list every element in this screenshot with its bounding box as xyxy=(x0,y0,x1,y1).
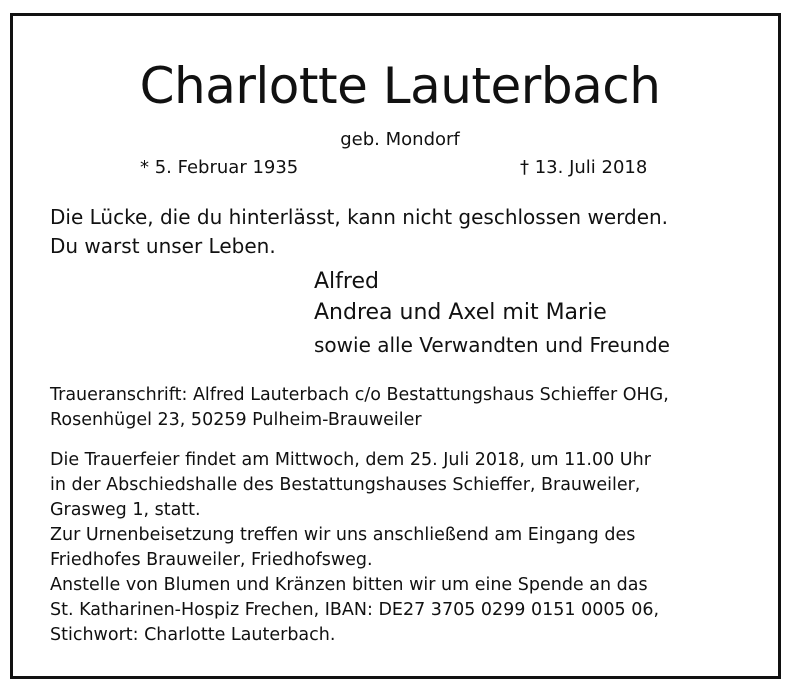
ceremony-line: Stichwort: Charlotte Lauterbach. xyxy=(50,625,336,645)
deceased-name: Charlotte Lauterbach xyxy=(139,57,661,115)
maiden-name: geb. Mondorf xyxy=(340,129,460,150)
death-date: † 13. Juli 2018 xyxy=(520,157,648,178)
mourner-relatives: sowie alle Verwandten und Freunde xyxy=(314,333,670,357)
mourner-name: Alfred xyxy=(314,269,379,294)
address-line: Traueranschrift: Alfred Lauterbach c/o Bestattungshaus Schieffer OHG, xyxy=(50,385,669,405)
ceremony-line: in der Abschiedshalle des Bestattungshauses Schieffer, Brauweiler, xyxy=(50,475,641,495)
mourner-name: Andrea und Axel mit Marie xyxy=(314,300,607,325)
memorial-quote xyxy=(50,203,770,261)
quote-line: Du warst unser Leben. xyxy=(50,234,276,258)
ceremony-line: Die Trauerfeier findet am Mittwoch, dem 25. Juli 2018, um 11.00 Uhr xyxy=(50,450,651,470)
quote-line: Die Lücke, die du hinterlässt, kann nicht geschlossen werden. xyxy=(50,205,669,229)
ceremony-line: Grasweg 1, statt. xyxy=(50,500,201,520)
mourners-list xyxy=(314,266,784,362)
ceremony-details xyxy=(50,448,780,648)
birth-date: * 5. Februar 1935 xyxy=(140,157,299,178)
ceremony-line: Anstelle von Blumen und Kränzen bitten wir um eine Spende an das xyxy=(50,575,648,595)
ceremony-line: St. Katharinen-Hospiz Frechen, IBAN: DE27 3705 0299 0151 0005 06, xyxy=(50,600,660,620)
ceremony-line: Zur Urnenbeisetzung treffen wir uns anschließend am Eingang des xyxy=(50,525,636,545)
ceremony-line: Friedhofes Brauweiler, Friedhofsweg. xyxy=(50,550,373,570)
address-line: Rosenhügel 23, 50259 Pulheim-Brauweiler xyxy=(50,410,422,430)
mourning-address xyxy=(50,383,780,433)
